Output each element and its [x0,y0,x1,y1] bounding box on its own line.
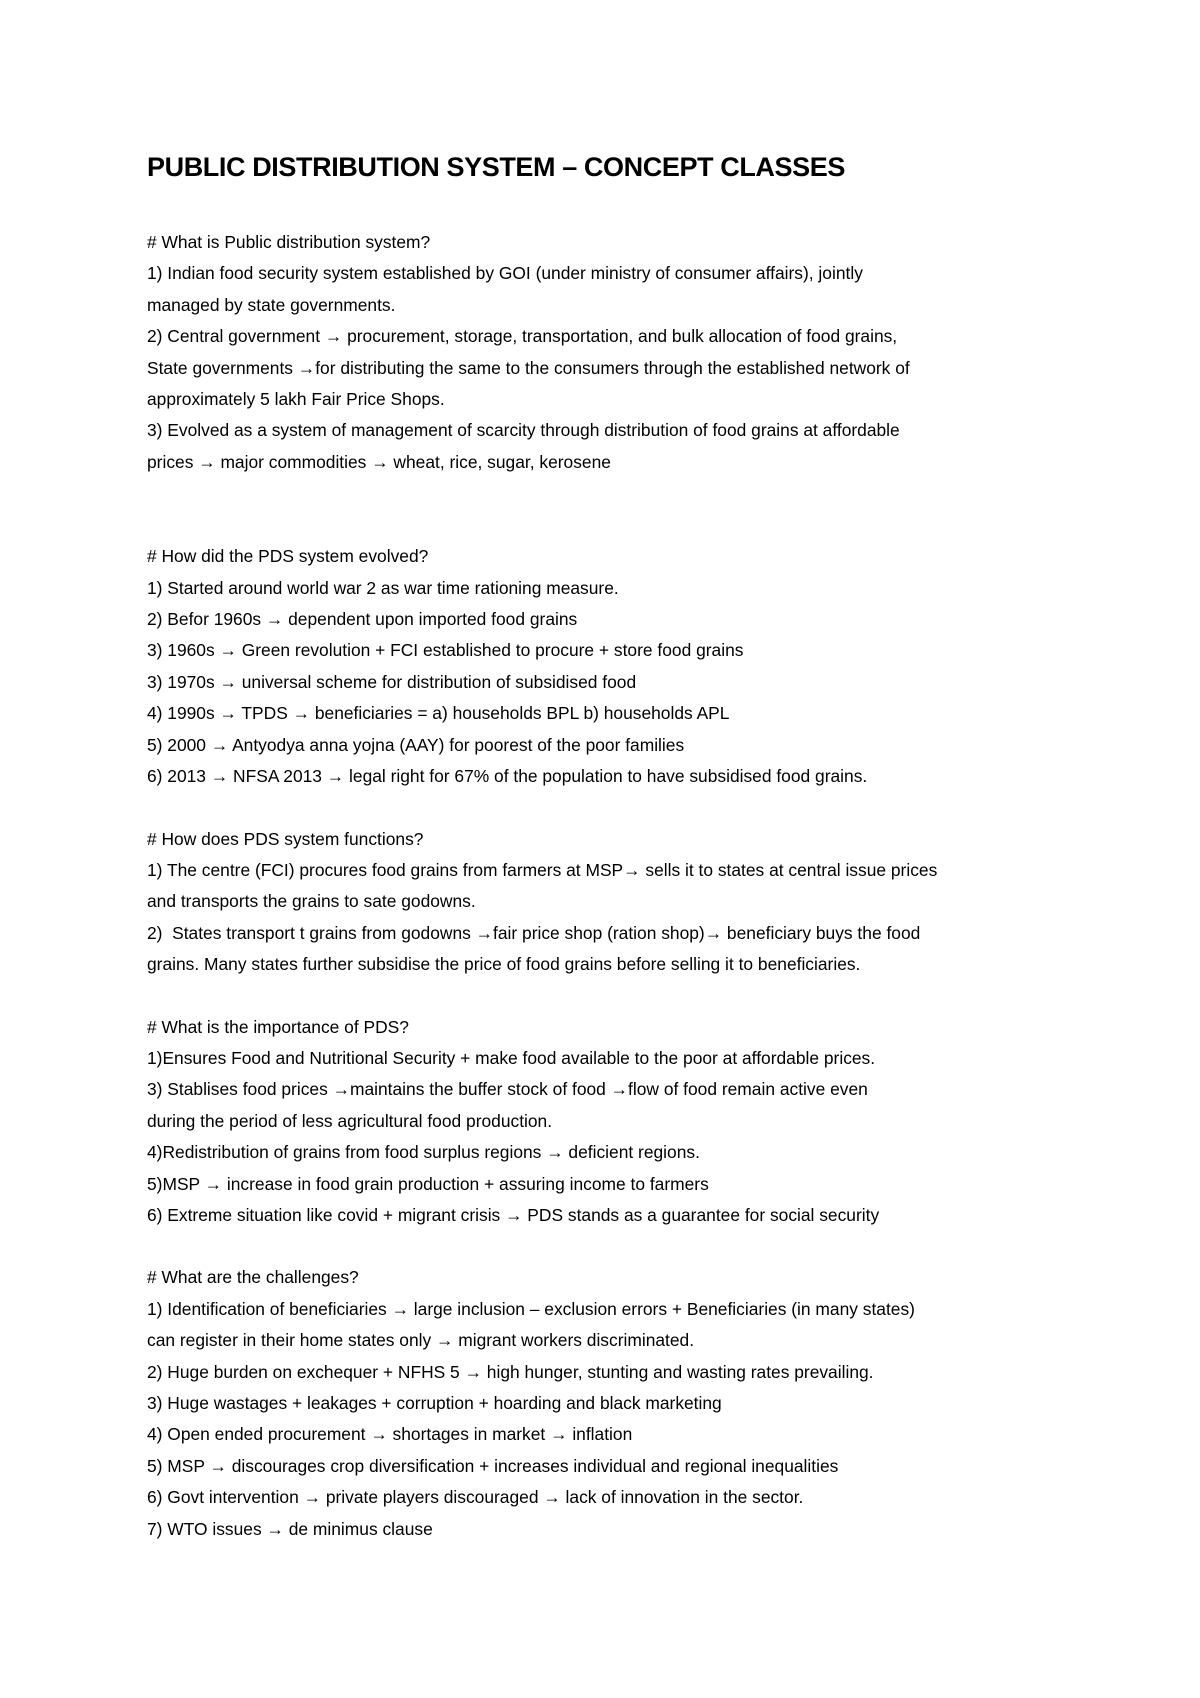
text-line: approximately 5 lakh Fair Price Shops. [147,389,445,410]
text-line: 4) 1990s → TPDS → beneficiaries = a) households BPL b) households APL [147,703,730,724]
text-line: 3) 1960s → Green revolution + FCI established to procure + store food grains [147,640,744,661]
section-functions [147,824,1107,981]
text-line: 1) Identification of beneficiaries → large inclusion – exclusion errors + Beneficiaries (in many states) [147,1298,915,1319]
section-heading: # What are the challenges? [147,1267,359,1288]
text-line: 1) Started around world war 2 as war time rationing measure. [147,577,619,598]
text-line: 5)MSP → increase in food grain production + assuring income to farmers [147,1173,709,1194]
text-line: managed by state governments. [147,294,396,315]
section-heading: # How did the PDS system evolved? [147,546,429,567]
section-spacer [147,793,1107,824]
text-line: 4) Open ended procurement → shortages in market → inflation [147,1424,633,1445]
text-line: 3) Huge wastages + leakages + corruption + hoarding and black marketing [147,1393,722,1413]
text-line: can register in their home states only → migrant workers discriminated. [147,1330,695,1351]
text-line: 5) 2000 → Antyodya anna yojna (AAY) for poorest of the poor families [147,734,685,755]
text-line: 4)Redistribution of grains from food surplus regions → deficient regions. [147,1142,700,1163]
text-line: 1) Indian food security system established by GOI (under ministry of consumer affairs), jointly [147,263,863,284]
text-line: 3) Stablises food prices →maintains the buffer stock of food →flow of food remain active even [147,1079,868,1100]
text-line: 2) Central government → procurement, storage, transportation, and bulk allocation of food grains, [147,326,898,347]
section-importance [147,1012,1107,1232]
section-heading: # How does PDS system functions? [147,828,424,849]
section-heading: # What is the importance of PDS? [147,1016,409,1037]
text-line: 2) Befor 1960s → dependent upon imported food grains [147,609,578,630]
text-line: 1) The centre (FCI) procures food grains from farmers at MSP→ sells it to states at central issue prices [147,859,938,880]
section-spacer [147,981,1107,1012]
section-heading: # What is Public distribution system? [147,232,431,252]
text-line: 7) WTO issues → de minimus clause [147,1518,433,1539]
document-page [147,150,1107,1545]
text-line: prices → major commodities → wheat, rice, sugar, kerosene [147,451,611,472]
text-line: 6) 2013 → NFSA 2013 → legal right for 67% of the population to have subsidised food grains. [147,766,868,787]
text-line: during the period of less agricultural food production. [147,1110,553,1131]
text-line: 3) 1970s → universal scheme for distribution of subsidised food [147,671,637,692]
section-evolution [147,541,1107,792]
section-what-is-pds [147,227,1107,478]
section-spacer [147,1231,1107,1262]
text-line: 1)Ensures Food and Nutritional Security + make food available to the poor at affordable prices. [147,1047,876,1068]
text-line: 6) Govt intervention → private players discouraged → lack of innovation in the sector. [147,1487,804,1508]
text-line: 5) MSP → discourages crop diversification + increases individual and regional inequalities [147,1455,839,1476]
section-challenges [147,1262,1107,1545]
text-line: 2) States transport t grains from godowns →fair price shop (ration shop)→ beneficiary buys the food [147,922,921,943]
text-line: 2) Huge burden on exchequer + NFHS 5 → high hunger, stunting and wasting rates prevailing. [147,1361,874,1382]
text-line: and transports the grains to sate godowns. [147,891,476,912]
text-line: 3) Evolved as a system of management of scarcity through distribution of food grains at affordable [147,420,900,441]
text-line: grains. Many states further subsidise the price of food grains before selling it to beneficiaries. [147,954,861,975]
section-spacer [147,478,1107,541]
text-line: 6) Extreme situation like covid + migrant crisis → PDS stands as a guarantee for social security [147,1204,880,1225]
text-line: State governments →for distributing the same to the consumers through the established network of [147,357,910,378]
document-title: PUBLIC DISTRIBUTION SYSTEM – CONCEPT CLASSES [147,152,845,182]
